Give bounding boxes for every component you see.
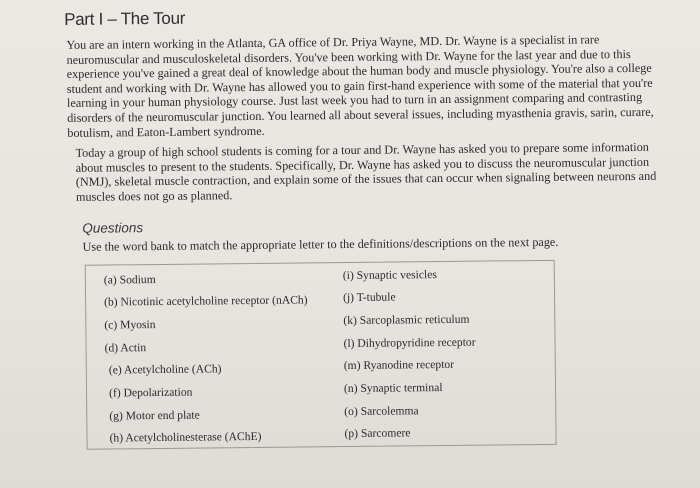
worksheet-page: [60, 0, 695, 450]
word-bank-item: (h) Acetylcholinesterase (AChE): [109, 430, 262, 445]
word-bank-item: (j) T-tubule: [343, 290, 396, 305]
questions-heading: Questions: [82, 219, 144, 236]
word-bank-item: (i) Synaptic vesicles: [342, 267, 437, 282]
word-bank-item: (d) Actin: [104, 340, 147, 355]
word-bank-item: (l) Dihydropyridine receptor: [343, 335, 476, 350]
intro-paragraph: You are an intern working in the Atlanta, GA office of Dr. Priya Wayne, MD. Dr. Wayne is a specialist in rare neuromuscular and musculoskeletal disorders. You've been working with Dr. Wayne for the last year and due to this experience you've gained a great deal of knowledge about the human body and muscle physiology. You're also a college student and working with Dr. Wayne has allowed you to gain first-hand experience with some of the material that you're learning in your human physiology course. Just last week you had to turn in an assignment comparing and contrasting disorders of the neuromuscular junction. You learned all about several issues, including myasthenia gravis, sarin, curare, botulism, and Eaton-Lambert syndrome.: [66, 32, 654, 140]
word-bank-item: (b) Nicotinic acetylcholine receptor (nACh): [104, 293, 308, 309]
word-bank-right-column: [343, 265, 477, 448]
word-bank-item: (p) Sarcomere: [344, 426, 411, 441]
word-bank-item: (n) Synaptic terminal: [343, 380, 443, 396]
page-title: Part I – The Tour: [64, 8, 186, 29]
word-bank-item: (k) Sarcoplasmic reticulum: [343, 312, 470, 327]
word-bank-item: (o) Sarcolemma: [344, 403, 419, 418]
word-bank-item: (f) Depolarization: [108, 385, 193, 400]
word-bank-item: (e) Acetylcholine (ACh): [108, 362, 222, 377]
word-bank-item: (g) Motor end plate: [109, 408, 200, 423]
instructions: Use the word bank to match the appropriate letter to the definitions/descriptions on the next page.: [82, 234, 559, 254]
word-bank-left-column: [104, 269, 309, 453]
word-bank-item: (m) Ryanodine receptor: [343, 358, 455, 373]
word-bank-item: (a) Sodium: [103, 272, 156, 287]
tour-paragraph: Today a group of high school students is coming for a tour and Dr. Wayne has asked you to prepare some information about muscles to present to the students. Specifically, Dr. Wayne has asked you to discuss the neuromuscular junction (NMJ), skeletal muscle contraction, and explain some of the issues that can occur when signaling between neurons and muscles does not go as planned.: [75, 139, 657, 204]
word-bank-box: [85, 259, 557, 449]
word-bank-item: (c) Myosin: [104, 317, 156, 332]
